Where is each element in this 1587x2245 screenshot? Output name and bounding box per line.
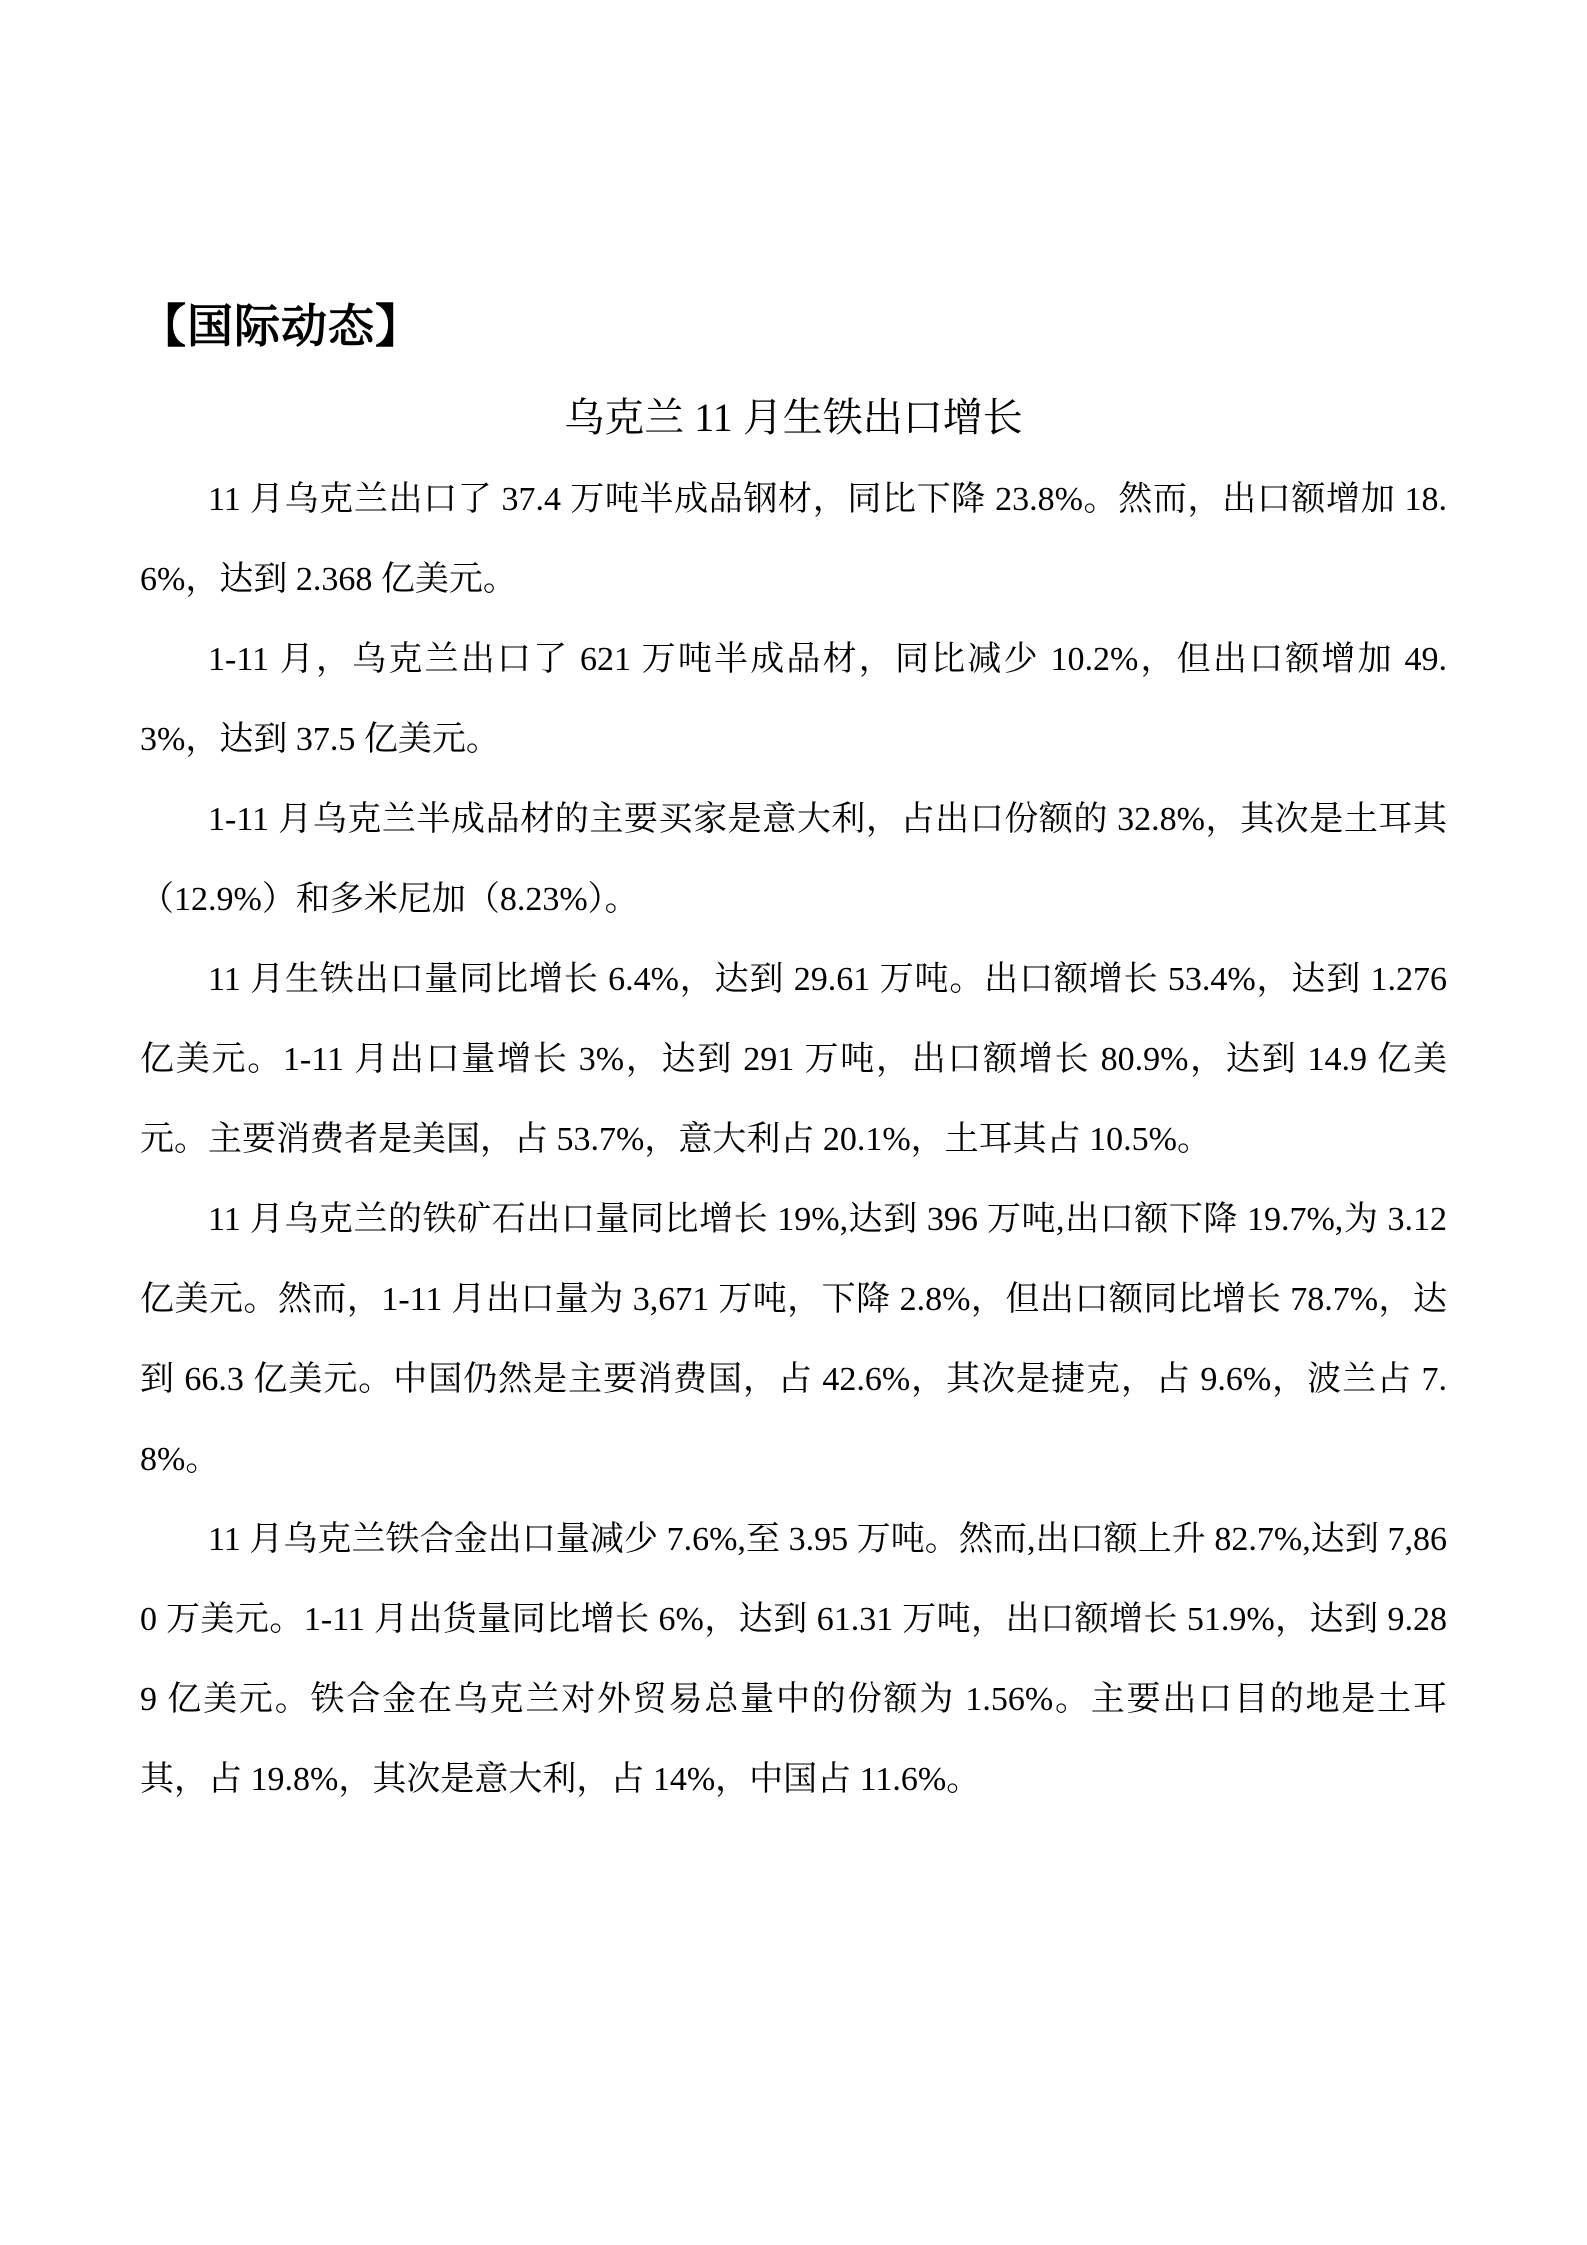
paragraph-semifinished-jan-nov: 1-11 月，乌克兰出口了 621 万吨半成品材，同比减少 10.2%，但出口额增加 49.3%，达到 37.5 亿美元。 [140,641,1447,759]
section-header: 【国际动态】 [140,301,422,352]
paragraph-ferroalloy: 11 月乌克兰铁合金出口量减少 7.6%,至 3.95 万吨。然而,出口额上升 82.7%,达到 7,860 万美元。1-11 月出货量同比增长 6%，达到 61.31 万吨，出口额增长 51.9%，达到 9.289 亿美元。铁合金在乌克兰对外贸易总量中的份额为 1.56%。主要出口目的地是土耳其，占 19.8%，其次是意大利，占 14%，中国占 11.6%。 [140,1521,1447,1799]
paragraph-semifinished-november: 11 月乌克兰出口了 37.4 万吨半成品钢材，同比下降 23.8%。然而，出口额增加 18.6%，达到 2.368 亿美元。 [140,481,1447,599]
article-title: 乌克兰 11 月生铁出口增长 [564,395,1023,441]
paragraph-pig-iron: 11 月生铁出口量同比增长 6.4%，达到 29.61 万吨。出口额增长 53.4%，达到 1.276 亿美元。1-11 月出口量增长 3%，达到 291 万吨，出口额增长 80.9%，达到 14.9 亿美元。主要消费者是美国，占 53.7%，意大利占 20.1%，土耳其占 10.5%。 [140,961,1447,1159]
paragraph-semifinished-buyers: 1-11 月乌克兰半成品材的主要买家是意大利，占出口份额的 32.8%，其次是土耳其（12.9%）和多米尼加（8.23%）。 [140,801,1447,919]
paragraph-iron-ore: 11 月乌克兰的铁矿石出口量同比增长 19%,达到 396 万吨,出口额下降 19.7%,为 3.12 亿美元。然而，1-11 月出口量为 3,671 万吨，下降 2.8%，但出口额同比增长 78.7%，达到 66.3 亿美元。中国仍然是主要消费国，占 42.6%，其次是捷克，占 9.6%，波兰占 7.8%。 [140,1201,1447,1479]
